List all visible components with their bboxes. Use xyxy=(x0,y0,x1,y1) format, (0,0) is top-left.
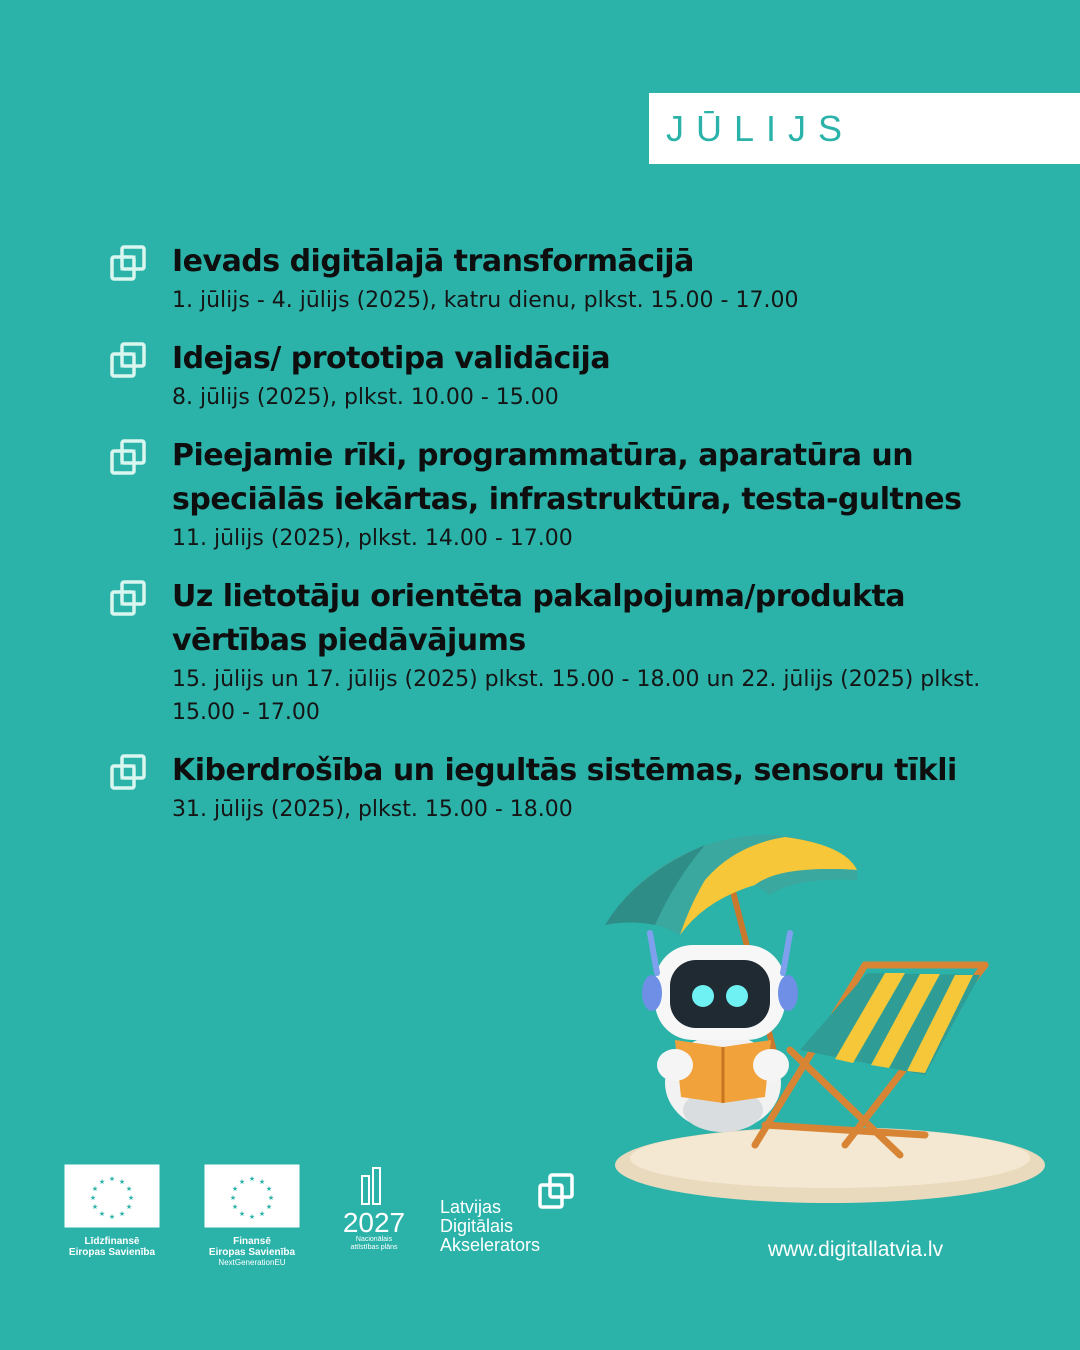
svg-text:★: ★ xyxy=(125,1185,133,1193)
eu-logo-2-line2: Eiropas Savienība xyxy=(208,1247,296,1258)
event-item xyxy=(108,337,1018,414)
event-date xyxy=(172,381,1018,414)
svg-text:★: ★ xyxy=(91,1203,99,1211)
svg-text:★: ★ xyxy=(258,1210,266,1218)
event-title-line: Pieejamie rīki, programmatūra, aparatūra un xyxy=(172,438,914,473)
event-title xyxy=(172,240,1018,284)
svg-text:★: ★ xyxy=(231,1185,239,1193)
event-title xyxy=(172,337,1018,381)
event-title-line: speciālās iekārtas, infrastruktūra, testa-gultnes xyxy=(172,482,962,517)
eu-logo-1-line1: Līdzfinansē xyxy=(84,1236,140,1247)
event-list xyxy=(108,240,1018,846)
svg-text:★: ★ xyxy=(258,1178,266,1186)
event-item xyxy=(108,240,1018,317)
robot xyxy=(642,933,798,1132)
svg-text:★: ★ xyxy=(229,1194,237,1202)
svg-text:★: ★ xyxy=(108,1213,116,1221)
eu-logo-1-line2: Eiropas Savienība xyxy=(68,1247,156,1258)
event-title-line: vērtības piedāvājums xyxy=(172,623,526,658)
svg-text:★: ★ xyxy=(125,1203,133,1211)
svg-text:★: ★ xyxy=(118,1178,126,1186)
event-date-line: 11. jūlijs (2025), plkst. 14.00 - 17.00 xyxy=(172,526,573,551)
plan-line2: attīstības plāns xyxy=(350,1244,398,1251)
event-date-line: 15.00 - 17.00 xyxy=(172,700,320,725)
eu-flag-icon xyxy=(204,1164,300,1228)
eu-flag-icon xyxy=(64,1164,160,1228)
website-link[interactable]: www.digitallatvia.lv xyxy=(768,1238,944,1261)
lda-line3: Akselerators xyxy=(440,1235,541,1255)
eu-logo-2-line1: Finansē xyxy=(233,1236,271,1247)
svg-text:★: ★ xyxy=(98,1178,106,1186)
svg-text:★: ★ xyxy=(231,1203,239,1211)
event-title-line: Uz lietotāju orientēta pakalpojuma/produkta xyxy=(172,579,906,614)
overlapping-squares-icon xyxy=(108,753,148,793)
svg-text:★: ★ xyxy=(98,1210,106,1218)
svg-text:★: ★ xyxy=(238,1210,246,1218)
overlapping-squares-icon xyxy=(108,579,148,619)
event-date xyxy=(172,793,1018,826)
eu-logo-2-line3: NextGenerationEU xyxy=(218,1258,286,1267)
footer-logos xyxy=(62,1162,622,1282)
event-title xyxy=(172,749,1018,793)
robot-beach-illustration xyxy=(595,825,1065,1205)
event-item xyxy=(108,575,1018,729)
plan-line1: Nacionālais xyxy=(355,1236,393,1243)
svg-text:★: ★ xyxy=(91,1185,99,1193)
svg-text:★: ★ xyxy=(267,1194,275,1202)
month-label: JŪLIJS xyxy=(666,107,855,149)
lda-logo xyxy=(440,1176,540,1255)
event-title-line: Idejas/ prototipa validācija xyxy=(172,341,611,376)
plan-year: 2027 xyxy=(342,1207,406,1238)
svg-text:★: ★ xyxy=(248,1175,256,1183)
svg-text:★: ★ xyxy=(108,1175,116,1183)
svg-text:★: ★ xyxy=(265,1185,273,1193)
svg-text:★: ★ xyxy=(265,1203,273,1211)
overlapping-squares-icon xyxy=(536,1172,576,1212)
event-date-line: 15. jūlijs un 17. jūlijs (2025) plkst. 15.00 - 18.00 un 22. jūlijs (2025) plkst. xyxy=(172,667,981,692)
svg-text:★: ★ xyxy=(248,1213,256,1221)
lda-line1: Latvijas xyxy=(440,1197,502,1217)
event-title xyxy=(172,575,1018,663)
plan-bars-icon xyxy=(359,1166,389,1206)
event-date-line: 31. jūlijs (2025), plkst. 15.00 - 18.00 xyxy=(172,797,573,822)
overlapping-squares-icon xyxy=(108,341,148,381)
eu-cofunded-logo xyxy=(62,1164,162,1258)
event-date-line: 1. jūlijs - 4. jūlijs (2025), katru dienu, plkst. 15.00 - 17.00 xyxy=(172,288,799,313)
svg-text:★: ★ xyxy=(89,1194,97,1202)
svg-text:★: ★ xyxy=(238,1178,246,1186)
event-item xyxy=(108,434,1018,555)
event-title-line: Ievads digitālajā transformācijā xyxy=(172,244,694,279)
national-plan-logo xyxy=(334,1166,414,1252)
event-date-line: 8. jūlijs (2025), plkst. 10.00 - 15.00 xyxy=(172,385,559,410)
overlapping-squares-icon xyxy=(108,438,148,478)
overlapping-squares-icon xyxy=(108,244,148,284)
event-date xyxy=(172,663,1018,729)
svg-text:★: ★ xyxy=(127,1194,135,1202)
svg-text:★: ★ xyxy=(118,1210,126,1218)
lda-line2: Digitālais xyxy=(440,1216,514,1236)
event-title xyxy=(172,434,1018,522)
umbrella-canopy xyxy=(605,835,857,935)
event-title-line: Kiberdrošība un iegultās sistēmas, sensoru tīkli xyxy=(172,753,957,788)
event-date xyxy=(172,284,1018,317)
event-item xyxy=(108,749,1018,826)
month-tab xyxy=(649,93,1080,164)
event-date xyxy=(172,522,1018,555)
eu-funded-logo xyxy=(202,1164,302,1267)
